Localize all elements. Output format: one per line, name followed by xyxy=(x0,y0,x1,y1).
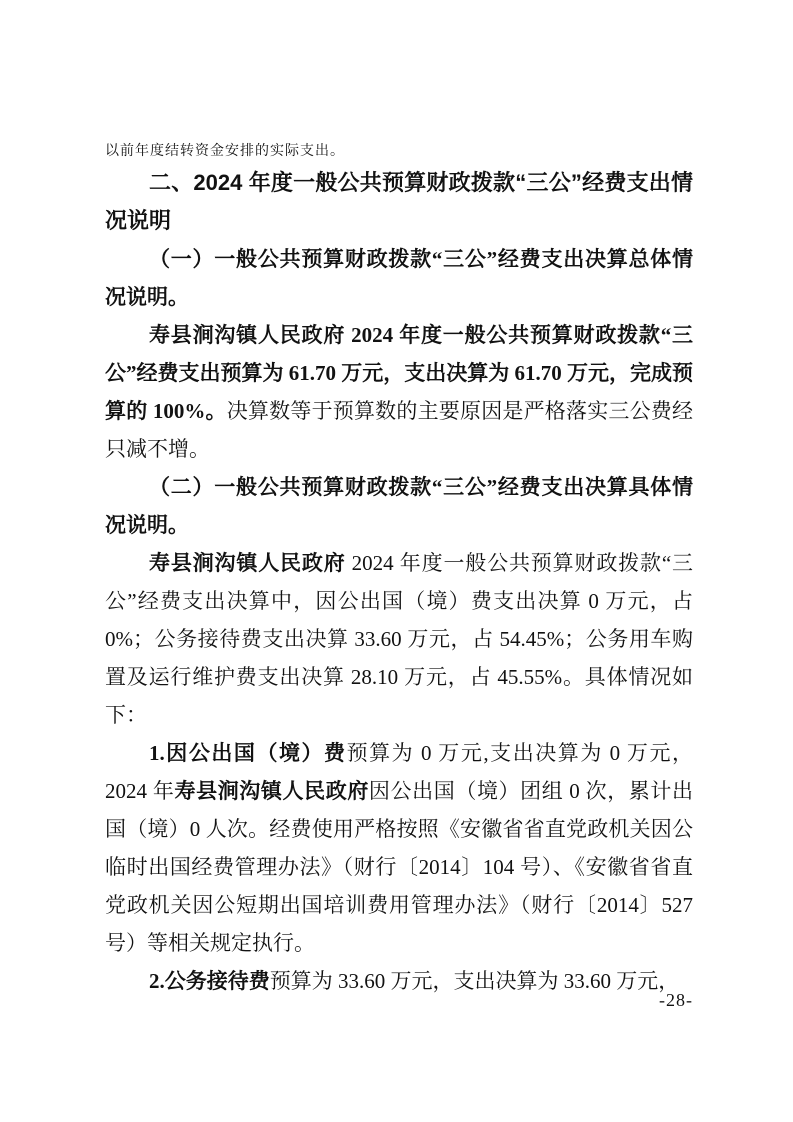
paragraph-detail xyxy=(105,544,693,734)
item-2-label: 2.公务接待费 xyxy=(149,969,270,993)
item-1-label: 1.因公出国（境）费 xyxy=(149,741,347,765)
detail-org-bold-segment: 寿县涧沟镇人民政府 xyxy=(149,551,346,575)
carryover-sentence: 以前年度结转资金安排的实际支出。 xyxy=(105,144,345,159)
subsection-2-heading: （二）一般公共预算财政拨款“三公”经费支出决算具体情况说明。 xyxy=(105,475,693,537)
item-1-org-bold-segment: 寿县涧沟镇人民政府 xyxy=(174,779,369,803)
text-area xyxy=(105,142,693,1000)
item-1-text-segment-2: 因公出国（境）团组 0 次，累计出国（境）0 人次。经费使用严格按照《安徽省省直党政机关因公临时出国经费管理办法》（财行〔2014〕104 号）、《安徽省省直党政机关因公短期出国培训费用管理办法》（财行〔2014〕527 号）等相关规定执行。 xyxy=(105,779,694,955)
section-2-heading: 二、2024 年度一般公共预算财政拨款“三公”经费支出情况说明 xyxy=(105,170,693,233)
overall-normal-segment: 决算数等于预算数的主要原因是严格落实三公费经只减不增。 xyxy=(105,399,694,461)
paragraph-overall xyxy=(105,316,693,468)
item-2-text-segment: 预算为 33.60 万元，支出决算为 33.60 万元， xyxy=(269,969,680,993)
overall-bold-segment: 寿县涧沟镇人民政府 2024 年度一般公共预算财政拨款“三公”经费支出预算为 61.70 万元，支出决算为 61.70 万元，完成预算的 100%。 xyxy=(105,323,693,423)
subsection-1-heading: （一）一般公共预算财政拨款“三公”经费支出决算总体情况说明。 xyxy=(105,247,693,309)
page-number: -28- xyxy=(659,990,693,1010)
item-1-text-segment-1: 预算为 0 万元,支出决算为 0 万元，2024 年 xyxy=(105,741,694,803)
detail-normal-segment: 2024 年度一般公共预算财政拨款“三公”经费支出决算中，因公出国（境）费支出决算 0 万元，占 0%；公务接待费支出决算 33.60 万元，占 54.45%；公务用车购置及运行维护费支出决算 28.10 万元，占 45.55%。具体情况如下： xyxy=(105,551,694,727)
item-1-paragraph xyxy=(105,734,693,962)
